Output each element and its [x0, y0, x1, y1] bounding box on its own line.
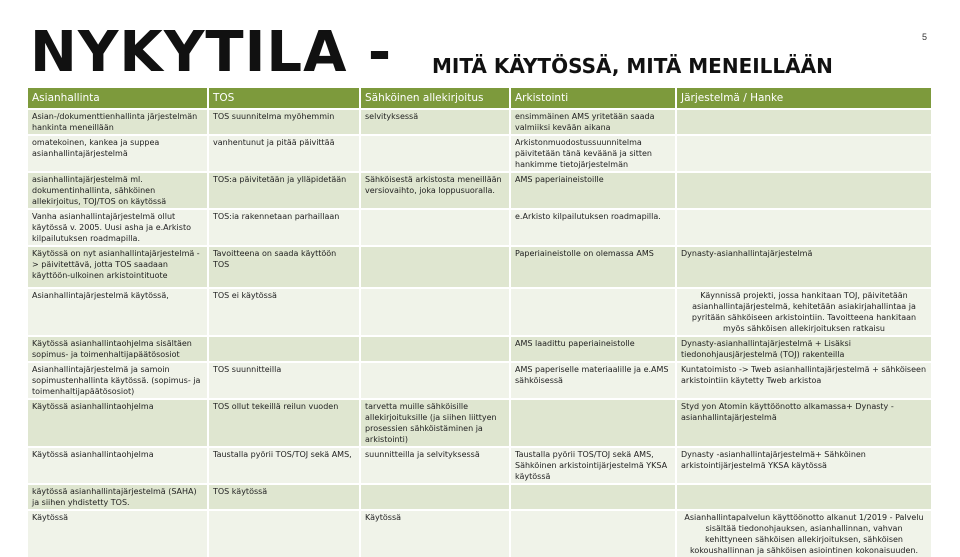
table-row [28, 484, 932, 510]
table-cell [510, 399, 676, 447]
table-cell: ensimmäinen AMS yritetään saada valmiiksi kevään aikana [510, 109, 676, 135]
table-cell: Dynasty-asianhallintajärjestelmä + Lisäksi tiedonohjausjärjestelmä (TOJ) rakenteilla [676, 336, 932, 362]
page-subtitle: MITÄ KÄYTÖSSÄ, MITÄ MENEILLÄÄN [432, 54, 833, 78]
table-row [28, 246, 932, 288]
table-cell: Arkistonmuodostussuunnitelma päivitetään tänä keväänä ja sitten hankimme tietojärjestelmän [510, 135, 676, 172]
table-cell: suunnitteilla ja selvityksessä [360, 447, 510, 484]
table-cell [676, 484, 932, 510]
table-cell [360, 209, 510, 246]
table-row [28, 336, 932, 362]
table-cell: Käytössä asianhallintaohjelma sisältäen sopimus- ja toimenhaltijapäätösosiot [28, 336, 208, 362]
table-row [28, 109, 932, 135]
table-cell: Asianhallintapalvelun käyttöönotto alkanut 1/2019 - Palvelu sisältää tiedonohjauksen, asianhallinnan, vahvan kehittyneen sähköisen allekirjoituksen, sähköisen kokoushallinnan ja sähköisen asiointinen kokonaisuuden. [676, 510, 932, 557]
table-cell [208, 510, 360, 557]
table-cell: asianhallintajärjestelmä ml. dokumentinhallinta, sähköinen allekirjoitus, TOJ/TOS on käytössä [28, 172, 208, 209]
table-cell: TOS ei käytössä [208, 288, 360, 336]
column-header: Järjestelmä / Hanke [676, 88, 932, 109]
table-cell [360, 288, 510, 336]
table-cell: Käynnissä projekti, jossa hankitaan TOJ, päivitetään asianhallintajärjestelmä, kehitetään asiakirjahallintaa ja pyritään sähköiseen arkistointiin. Tavoitteena hankitaan myös sähköisen allekirjoituksen ratkaisu [676, 288, 932, 336]
table-cell [510, 288, 676, 336]
table-cell: Käytössä on nyt asianhallintajärjestelmä -> päivitettävä, jotta TOS saadaan käyttöön-ulkoinen arkistointituote [28, 246, 208, 288]
table-cell: Tavoitteena on saada käyttöön TOS [208, 246, 360, 288]
table-cell: Sähköisestä arkistosta meneillään versiovaihto, joka loppusuoralla. [360, 172, 510, 209]
table-row [28, 288, 932, 336]
table-cell: Kuntatoimisto -> Tweb asianhallintajärjestelmä + sähköiseen arkistointiin käytetty Tweb arkistoa [676, 362, 932, 399]
table-header-row [28, 88, 932, 109]
column-header: Arkistointi [510, 88, 676, 109]
table-cell [510, 510, 676, 557]
page-title: NYKYTILA - [30, 20, 393, 85]
table-cell: Käytössä [360, 510, 510, 557]
page-number: 5 [922, 32, 928, 42]
table-cell: omatekoinen, kankea ja suppea asianhallintajärjestelmä [28, 135, 208, 172]
table-cell: AMS laadittu paperiaineistolle [510, 336, 676, 362]
table-cell: Asian-/dokumenttienhallinta järjestelmän hankinta meneillään [28, 109, 208, 135]
table-row [28, 209, 932, 246]
table-cell [360, 362, 510, 399]
table-cell: Käytössä asianhallintaohjelma [28, 399, 208, 447]
table-cell: TOS ollut tekeillä reilun vuoden [208, 399, 360, 447]
table-row [28, 172, 932, 209]
table-cell: Taustalla pyörii TOS/TOJ sekä AMS, [208, 447, 360, 484]
table-row [28, 399, 932, 447]
table-cell [510, 484, 676, 510]
table-cell [360, 246, 510, 288]
table-cell [676, 135, 932, 172]
table-cell [360, 135, 510, 172]
table-cell [676, 109, 932, 135]
column-header: TOS [208, 88, 360, 109]
table-cell: e.Arkisto kilpailutuksen roadmapilla. [510, 209, 676, 246]
table-cell [360, 336, 510, 362]
status-table [28, 88, 933, 557]
table-cell: AMS paperiaineistoille [510, 172, 676, 209]
column-header: Sähköinen allekirjoitus [360, 88, 510, 109]
table-cell: TOS suunnitteilla [208, 362, 360, 399]
column-header: Asianhallinta [28, 88, 208, 109]
table-row [28, 510, 932, 557]
table-cell [208, 336, 360, 362]
table-cell: Paperiaineistolle on olemassa AMS [510, 246, 676, 288]
table-cell: TOS suunnitelma myöhemmin [208, 109, 360, 135]
table-cell: TOS käytössä [208, 484, 360, 510]
table-cell: käytössä asianhallintajärjestelmä (SAHA) ja siihen yhdistetty TOS. [28, 484, 208, 510]
table-body [28, 109, 932, 557]
table-cell: Dynasty-asianhallintajärjestelmä [676, 246, 932, 288]
table-cell: Dynasty -asianhallintajärjestelmä+ Sähköinen arkistointijärjestelmä YKSA käytössä [676, 447, 932, 484]
table-cell: Styd yon Atomin käyttöönotto alkamassa+ Dynasty -asianhallintajärjestelmä [676, 399, 932, 447]
table-cell: selvityksessä [360, 109, 510, 135]
table-row [28, 362, 932, 399]
table-cell: AMS paperiselle materiaalille ja e.AMS sähköisessä [510, 362, 676, 399]
table-cell: Taustalla pyörii TOS/TOJ sekä AMS, Sähköinen arkistointijärjestelmä YKSA käytössä [510, 447, 676, 484]
table-cell: vanhentunut ja pitää päivittää [208, 135, 360, 172]
table-cell [360, 484, 510, 510]
table-cell: Käytössä asianhallintaohjelma [28, 447, 208, 484]
table-cell: Asianhallintajärjestelmä käytössä, [28, 288, 208, 336]
table-cell: tarvetta muille sähköisille allekirjoituksille (ja siihen liittyen prosessien sähköistäminen ja arkistointi) [360, 399, 510, 447]
table-cell [676, 209, 932, 246]
table-cell: TOS:ia rakennetaan parhaillaan [208, 209, 360, 246]
table-row [28, 135, 932, 172]
table-row [28, 447, 932, 484]
table-cell: Käytössä [28, 510, 208, 557]
table-cell: Asianhallintajärjestelmä ja samoin sopimustenhallinta käytössä. (sopimus- ja toimenhaltijapäätösosiot) [28, 362, 208, 399]
table-cell: Vanha asianhallintajärjestelmä ollut käytössä v. 2005. Uusi asha ja e.Arkisto kilpailutuksen roadmapilla. [28, 209, 208, 246]
table-cell [676, 172, 932, 209]
table-cell: TOS:a päivitetään ja ylläpidetään [208, 172, 360, 209]
